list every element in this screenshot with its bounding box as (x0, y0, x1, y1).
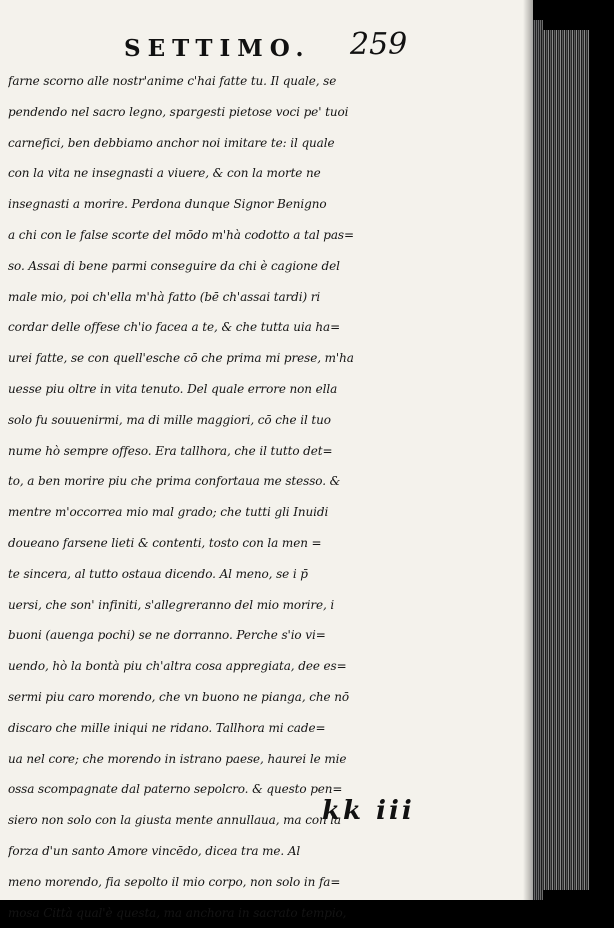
text-line: solo fu souuenirmi, ma di mille maggiori, cō che il tuo (8, 412, 331, 427)
text-line: te sincera, al tutto ostaua dicendo. Al meno, se i p̄ (8, 566, 308, 581)
text-line: carnefici, ben debbiamo anchor noi imitare te: il quale (8, 135, 335, 150)
text-line: a chi con le false scorte del mōdo m'hà codotto a tal pas= (8, 227, 354, 242)
text-line: buoni (auenga pochi) se ne dorranno. Perche s'io vi= (8, 628, 326, 643)
text-line: uesse piu oltre in vita tenuto. Del quale errore non ella (8, 381, 338, 396)
text-line: uersi, che son' infiniti, s'allegreranno del mio morire, i (8, 597, 335, 612)
page-number: 259 (350, 27, 408, 62)
text-line: urei fatte, se con quell'esche cō che prima mi prese, m'ha (8, 351, 354, 366)
text-line: forza d'un santo Amore vincēdo, dicea tra me. Al (8, 843, 301, 858)
text-line: farne scorno alle nostr'anime c'hai fatte tu. Il quale, se (8, 74, 337, 88)
text-line: uendo, hò la bontà piu ch'altra cosa appregiata, dee es= (8, 659, 347, 674)
text-line: mentre m'occorrea mio mal grado; che tutti gli Inuidi (8, 505, 329, 520)
text-line: sermi piu caro morendo, che vn buono ne pianga, che nō (8, 689, 349, 704)
text-line: ua nel core; che morendo in istrano paese, haurei le mie (8, 751, 347, 766)
body-text (8, 66, 518, 928)
text-line: meno morendo, fia sepolto il mio corpo, non solo in fa= (8, 874, 341, 889)
text-line: insegnasti a morire. Perdona dunque Signor Benigno (8, 197, 327, 212)
text-line: male mio, poi ch'ella m'hà fatto (bē ch'assai tardi) ri (8, 289, 321, 304)
text-line: so. Assai di bene parmi conseguire da chi è cagione del (8, 258, 340, 273)
text-line: cordar delle offese ch'io facea a te, & che tutta uia ha= (8, 320, 341, 335)
text-line: to, a ben morire piu che prima confortaua me stesso. & (8, 474, 341, 489)
running-head: SETTIMO. (124, 35, 311, 62)
text-line: nume hò sempre offeso. Era tallhora, che il tutto det= (8, 443, 333, 458)
page-edges (541, 30, 589, 890)
text-line: doueano farsene lieti & contenti, tosto con la men = (8, 535, 322, 550)
text-line: pendendo nel sacro legno, spargesti pietose voci pe' tuoi (8, 104, 349, 119)
text-line: ossa scompagnate dal paterno sepolcro. & questo pen= (8, 782, 343, 797)
text-line: siero non solo con la giusta mente annullaua, ma con la (8, 813, 342, 828)
signature-mark: kk iii (322, 796, 415, 826)
text-line: con la vita ne insegnasti a viuere, & con la morte ne (8, 166, 321, 181)
text-line: discaro che mille iniqui ne ridano. Tallhora mi cade= (8, 720, 326, 735)
text-line: mosa Città qual'è questa, ma anchora in sacrato tempio, (8, 905, 347, 920)
